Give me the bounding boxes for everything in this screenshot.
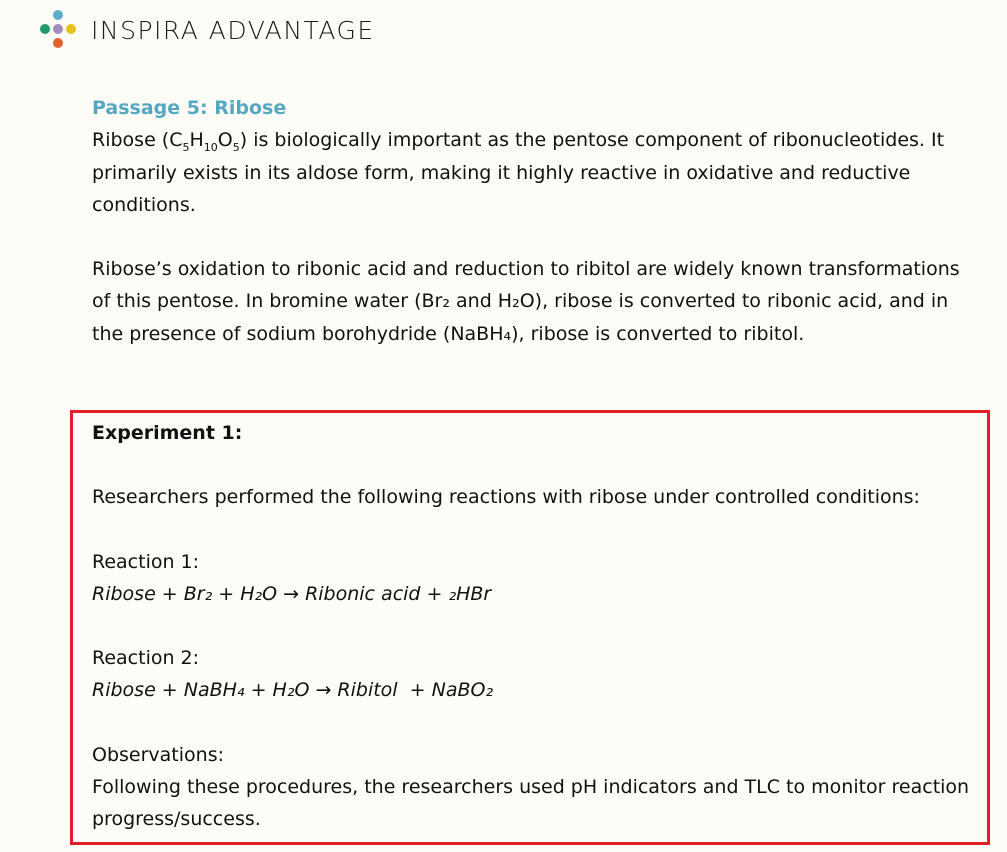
logo-text: INSPIRA ADVANTAGE bbox=[91, 16, 375, 45]
experiment-section bbox=[92, 417, 972, 836]
passage-paragraph-1: Ribose $(C_5H_{10}O_5)$ is biologically important as the pentose component of ribonucleotides. It primarily exists in its aldose form, making it highly reactive in oxidative and reductive conditions. bbox=[92, 129, 945, 216]
observations-text: Following these procedures, the researchers used pH indicators and TLC to monitor reaction progress/success. bbox=[92, 776, 970, 831]
reaction-1-label: Reaction 1: bbox=[92, 550, 200, 573]
logo-dot-center bbox=[53, 24, 63, 34]
logo-dot-left bbox=[40, 24, 50, 34]
logo-dot-bottom bbox=[53, 38, 63, 48]
logo bbox=[35, 10, 415, 52]
experiment-intro: Researchers performed the following reactions with ribose under controlled conditions: bbox=[92, 486, 920, 509]
reaction-2-equation: Ribose + NaBH₄ + H₂O → Ribitol + NaBO₂ bbox=[92, 679, 494, 702]
logo-dot-right bbox=[66, 24, 76, 34]
passage-title: Passage 5: Ribose bbox=[92, 97, 287, 119]
reaction-1-equation: Ribose + Br₂ + H₂O → Ribonic acid + ₂HBr bbox=[92, 582, 492, 605]
observations-label: Observations: bbox=[92, 743, 224, 766]
experiment-heading: Experiment 1: bbox=[92, 422, 243, 444]
passage bbox=[92, 92, 972, 350]
logo-dot-top bbox=[53, 10, 63, 20]
reaction-2-label: Reaction 2: bbox=[92, 647, 200, 670]
passage-paragraph-2: Ribose’s oxidation to ribonic acid and reduction to ribitol are widely known transformations of this pentose. In bromine water (Br₂ and H₂O), ribose is converted to ribonic acid, and in the presence of sodium borohydride (NaBH₄), ribose is converted to ribitol. bbox=[92, 258, 960, 345]
